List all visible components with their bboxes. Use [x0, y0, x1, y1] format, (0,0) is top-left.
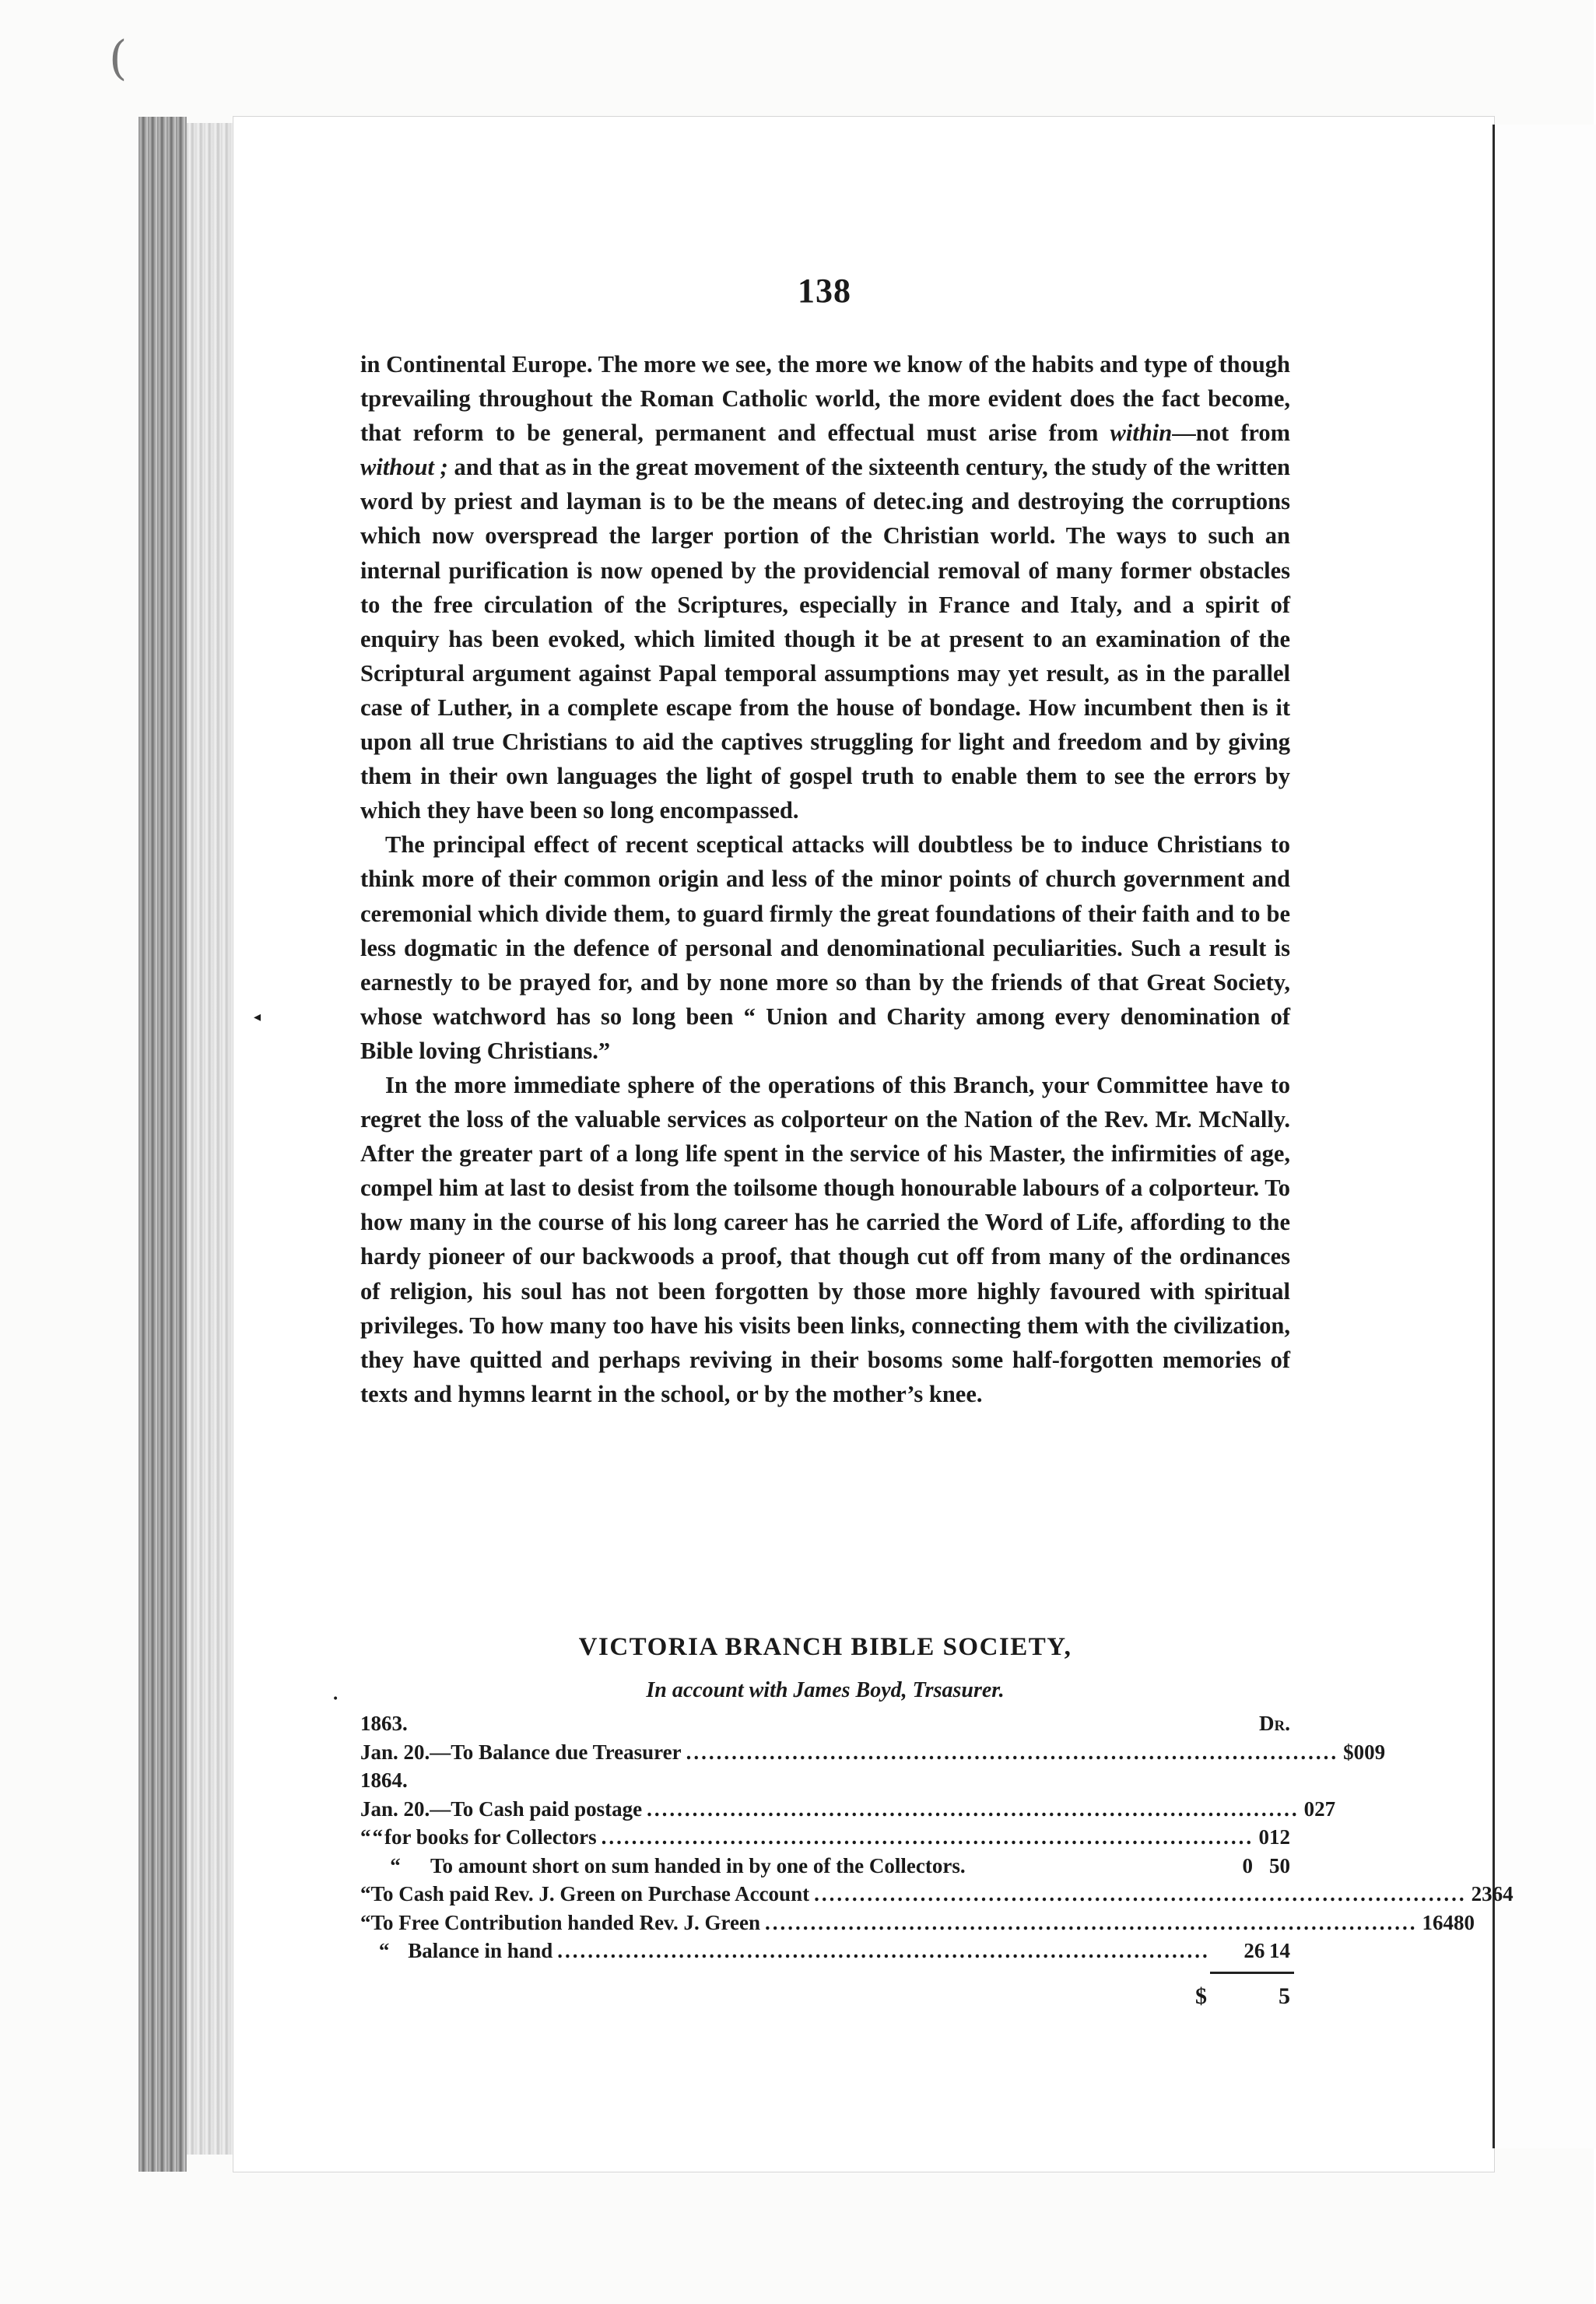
ledger-year-row [360, 1766, 1290, 1795]
row-dollars: 0 [1303, 1796, 1315, 1821]
ledger-title: VICTORIA BRANCH BIBLE SOCIETY, [578, 1633, 1072, 1661]
row-dollars: 0 [1258, 1825, 1269, 1849]
row-description: To Cash paid postage [451, 1796, 643, 1821]
row-description: for books for Collectors [384, 1825, 597, 1849]
body-text [360, 347, 1290, 1411]
row-cents: 14 [1269, 1939, 1290, 1962]
ditto-mark: “ [360, 1910, 371, 1934]
scan-margin-mark: ( [109, 31, 128, 86]
ditto-mark: “ [360, 1882, 371, 1905]
ledger-row [360, 1937, 1290, 1965]
dot-leader: ...................................................................................... [814, 1882, 1467, 1905]
ledger-row [360, 1909, 1475, 1937]
dot-leader: ...................................................................................... [647, 1796, 1300, 1821]
total-value: 5 [1279, 1983, 1290, 2009]
paragraph-1: in Continental Europe. The more we see, the more we know of the habits and type of though tprevailing throughout the Roman Catholic world, the more evident does the fact become, that reform to be general, permanent and effectual must arise from within—not from without ; and that as in the great movement of the sixteenth century, the study of the written word by priest and layman is to be the means of detec.ing and destroying the corruptions which now overspread the larger portion of the Christian world. The ways to such an internal purification is now opened by the providencial removal of many former obstacles to the free circulation of the Scriptures, especially in France and Italy, and a spirit of enquiry has been evoked, which limited though it be at present to an examination of the Scriptural argument against Papal temporal assumptions may yet result, as in the parallel case of Luther, in a complete escape from the house of bondage. How incumbent then is it upon all true Christians to aid the captives struggling for light and freedom and by giving them in their own languages the light of gospel truth to enable them to see the errors by which they have been so long encompassed. [360, 351, 1291, 824]
row-cents: 50 [1269, 1853, 1290, 1877]
row-dollars: 164 [1422, 1910, 1454, 1934]
row-cents: 64 [1492, 1882, 1514, 1905]
margin-mark: ◂ [254, 1009, 261, 1025]
dot-leader: ...................................................................................... [686, 1740, 1339, 1764]
ditto-mark: “ [360, 1825, 371, 1849]
row-description: To amount short on sum handed in by one of the Collectors. [430, 1853, 966, 1877]
ledger-row [360, 1880, 1514, 1909]
row-description: To Free Contribution handed Rev. J. Green [370, 1910, 761, 1934]
row-cents: 27 [1314, 1796, 1336, 1821]
total-dollar-sign: $ [1195, 1983, 1207, 2009]
row-date: Jan. 20.— [360, 1740, 451, 1764]
ledger-row [360, 1823, 1290, 1852]
ledger-row [360, 1852, 1290, 1881]
facing-page-edge [1493, 125, 1596, 2148]
page-edges [187, 123, 235, 2155]
margin-dot: • [332, 1693, 339, 1705]
row-dollars: $0 [1343, 1740, 1365, 1764]
ledger-total [1195, 1983, 1290, 2010]
row-description: To Balance due Treasurer [451, 1740, 682, 1764]
year-1863: 1863. [360, 1712, 408, 1735]
dr-label: Dr. [1259, 1712, 1290, 1735]
row-date: Jan. 20.— [360, 1796, 451, 1821]
row-description: Balance in hand [408, 1939, 553, 1962]
dot-leader: ...................................................................................... [765, 1910, 1418, 1934]
ledger-row [360, 1795, 1336, 1824]
ledger-row [360, 1738, 1386, 1767]
ledger-table [360, 1709, 1514, 1965]
ditto-mark: “ [372, 1825, 383, 1849]
ledger-year-row [360, 1709, 1290, 1738]
page-number: 138 [798, 272, 851, 310]
dot-leader: ...................................................................................... [601, 1825, 1254, 1849]
ditto-mark: “ [378, 1939, 390, 1962]
row-cents: 12 [1269, 1825, 1290, 1849]
paragraph-2: The principal effect of recent sceptical attacks will doubtless be to induce Christians to think more of their common origin and less of the minor points of church government and ceremonial which divide them, to guard firmly the great foundations of their faith and to be less dogmatic in the defence of personal and denominational peculiarities. Such a result is earnestly to be prayed for, and by none more so than by the friends of that Great Society, whose watchword has so long been “ Union and Charity among every denomination of Bible loving Christians.” [360, 831, 1290, 1064]
row-cents: 80 [1454, 1910, 1475, 1934]
ditto-mark: “ [390, 1853, 401, 1877]
year-1864: 1864. [360, 1768, 408, 1792]
total-rule [1210, 1972, 1294, 1974]
row-dollars: 0 [1242, 1853, 1253, 1877]
row-description: To Cash paid Rev. J. Green on Purchase Account [370, 1882, 810, 1905]
row-dollars: 26 [1243, 1939, 1265, 1962]
paragraph-3: In the more immediate sphere of the operations of this Branch, your Committee have to regret the loss of the valuable services as colporteur on the Nation of the Rev. Mr. McNally. After the greater part of a long life spent in the service of his Master, the infirmities of age, compel him at last to desist from the toilsome though honourable labours of a colporteur. To how many in the course of his long career has he carried the Word of Life, affording to the hardy pioneer of our backwoods a proof, that though cut off from many of the ordinances of religion, his soul has not been forgotten by those more highly favoured with spiritual privileges. To how many too have his visits been links, connecting them with the civilization, they have quitted and perhaps reviving in their bosoms some half-forgotten memories of texts and hymns learnt in the school, or by the mother’s knee. [360, 1071, 1290, 1407]
ledger-subtitle: In account with James Boyd, Trsasurer. [646, 1678, 1005, 1702]
row-cents: 09 [1364, 1740, 1386, 1764]
row-dollars: 23 [1471, 1882, 1493, 1905]
dot-leader: ...................................................................................... [557, 1939, 1210, 1962]
book-spine [139, 117, 187, 2172]
